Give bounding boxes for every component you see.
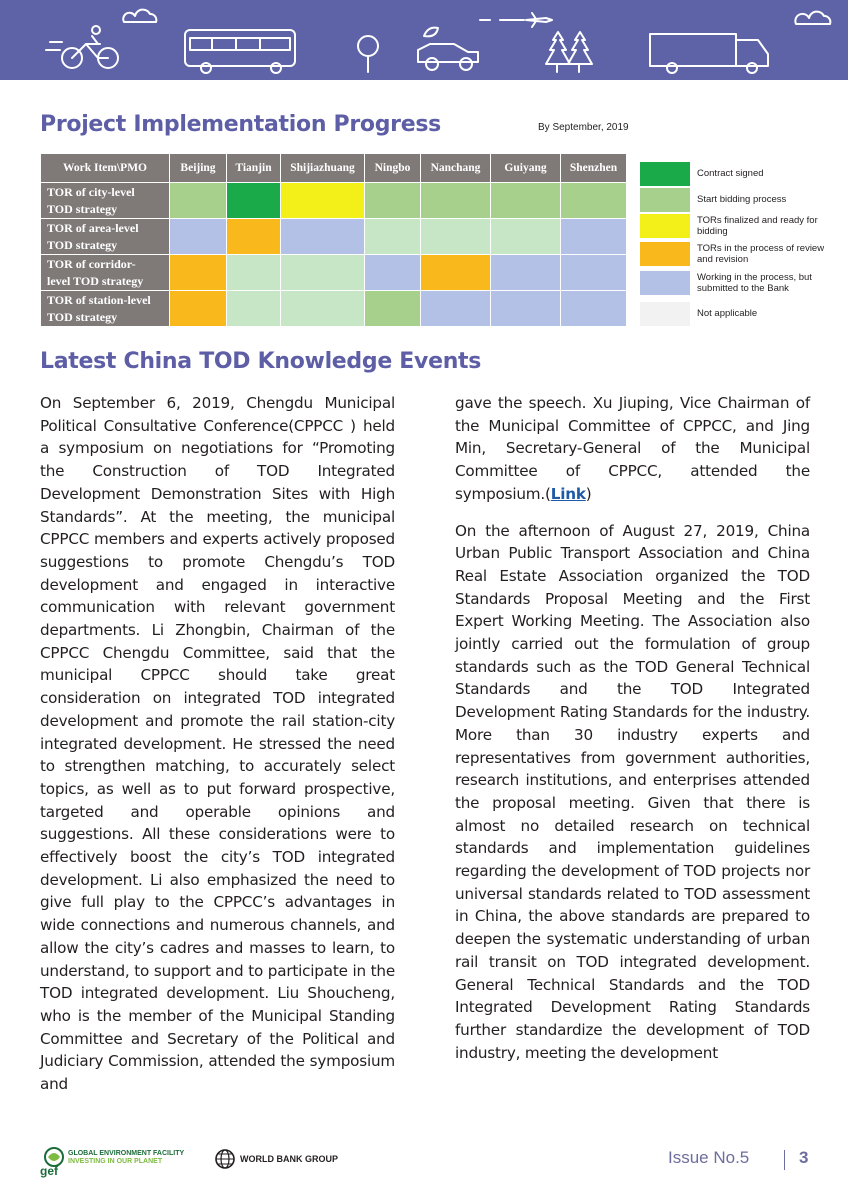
status-cell-bidding: [365, 183, 421, 219]
pine-trees-icon: [546, 32, 592, 72]
legend-swatch: [640, 242, 690, 266]
article-column-right: [455, 392, 810, 1078]
source-link[interactable]: Link: [550, 484, 586, 503]
status-cell-tors: [281, 183, 365, 219]
status-cell-bidding: [561, 183, 627, 219]
row-header: [41, 219, 170, 255]
progress-table: [40, 153, 627, 327]
status-cell-working: [491, 255, 561, 291]
bus-icon: [185, 30, 295, 73]
status-cell-light: [281, 291, 365, 327]
gef-logo-text: [68, 1150, 184, 1166]
column-header: Shijiazhuang: [281, 154, 365, 183]
status-cell-review: [421, 255, 491, 291]
legend-item-na: [640, 302, 840, 330]
status-cell-working: [421, 291, 491, 327]
row-label: TOR of city-level: [47, 184, 135, 199]
status-cell-working: [281, 219, 365, 255]
status-cell-light: [491, 219, 561, 255]
column-header: Shenzhen: [561, 154, 627, 183]
status-cell-bidding: [421, 183, 491, 219]
legend-swatch: [640, 302, 690, 326]
table-row: [41, 291, 627, 327]
article-paragraph: On September 6, 2019, Chengdu Municipal Political Consultative Conference(CPPCC ) held a symposium on negotiations for “Promoting the Construction of TOD Integrated Development Demonstration Sites with High Standards”. At the meeting, the municipal CPPCC members and experts actively proposed suggestions to promote Chengdu’s TOD development and engaged in interactive communication with relevant government departments. Li Zhongbin, Chairman of the CPPCC Chengdu Committee, said that the municipal CPPCC should take great consideration on integrated TOD integrated development and promote the rail station-city integrated development. He stressed the need to strengthen matching, to accurately select topics, as well as to put forward prospective, targeted and operable opinions and suggestions. All these considerations were to effectively boost the city’s TOD integrated development. Li also emphasized the need to give full play to the CPPCC’s advantages in wide connections and numerous channels, and allow the city’s cadres and masses to learn, to understand, to support and to participate in the TOD integrated development. Liu Shoucheng, who is the member of the Municipal Standing Committee and Secretary of the Political and Judiciary Commission, attended the symposium and: [40, 394, 395, 1094]
row-label: TOR of station-level: [47, 292, 151, 307]
transport-icons-illustration: [0, 0, 848, 80]
issue-number: Issue No.5: [668, 1148, 750, 1167]
bicycle-icon: [46, 26, 118, 68]
world-bank-globe-icon: [214, 1148, 236, 1170]
row-label: TOD strategy: [47, 309, 118, 324]
legend-item-review: [640, 242, 840, 270]
status-cell-working: [491, 291, 561, 327]
legend-item-signed: [640, 162, 840, 190]
row-header: [41, 255, 170, 291]
article-column-left: [40, 392, 395, 1110]
legend-item-bidding: [640, 188, 840, 216]
status-cell-working: [365, 255, 421, 291]
table-row: [41, 255, 627, 291]
legend-swatch: [640, 214, 690, 238]
column-header: Ningbo: [365, 154, 421, 183]
legend-label: Contract signed: [697, 168, 764, 179]
legend-swatch: [640, 162, 690, 186]
column-header: Work Item\PMO: [41, 154, 170, 183]
column-header: Tianjin: [227, 154, 281, 183]
section-title-progress: Project Implementation Progress: [40, 112, 441, 137]
legend-label: TORs in the process of review and revision: [697, 243, 825, 265]
article-text: ): [585, 484, 592, 503]
row-label: TOD strategy: [47, 201, 118, 216]
gef-name: GLOBAL ENVIRONMENT FACILITY: [68, 1150, 185, 1157]
column-header: Beijing: [170, 154, 227, 183]
status-cell-working: [561, 255, 627, 291]
row-label: TOR of area-level: [47, 220, 139, 235]
status-cell-bidding: [365, 291, 421, 327]
article-text: gave the speech. Xu Jiuping, Vice Chairman of the Municipal Committee of CPPCC, and Jing Min, Secretary-General of the Municipal Committee of CPPCC, attended the symposium.(: [455, 394, 810, 503]
legend-label: TORs finalized and ready for bidding: [697, 215, 818, 237]
column-header: Nanchang: [421, 154, 491, 183]
section-title-events: Latest China TOD Knowledge Events: [40, 349, 482, 374]
date-note: By September, 2019: [538, 122, 629, 133]
row-label: TOR of corridor-: [47, 256, 136, 271]
table-header-row: [41, 154, 627, 183]
airplane-icon: [480, 13, 552, 27]
legend-item-working: [640, 271, 840, 299]
row-label: TOD strategy: [47, 237, 118, 252]
status-cell-working: [561, 219, 627, 255]
footer-divider: [784, 1150, 785, 1170]
row-label: level TOD strategy: [47, 273, 144, 288]
cloud-icon: [123, 10, 156, 22]
legend-label: Start bidding process: [697, 194, 787, 205]
status-cell-light: [227, 255, 281, 291]
status-cell-review: [170, 291, 227, 327]
gef-mark: gef: [40, 1164, 58, 1178]
legend-item-tors: [640, 214, 840, 242]
status-cell-light: [281, 255, 365, 291]
legend-label: Not applicable: [697, 308, 758, 319]
row-header: [41, 291, 170, 327]
world-bank-logo-text: WORLD BANK GROUP: [240, 1154, 338, 1164]
header-banner: [0, 0, 848, 80]
legend-label: Working in the process, but submitted to the Bank: [697, 272, 812, 294]
status-cell-bidding: [491, 183, 561, 219]
status-cell-bidding: [170, 183, 227, 219]
article-paragraph: [455, 392, 810, 506]
page-number: 3: [799, 1148, 809, 1167]
status-cell-working: [170, 219, 227, 255]
status-cell-review: [227, 219, 281, 255]
status-cell-review: [170, 255, 227, 291]
cloud-icon: [795, 12, 830, 24]
legend-swatch: [640, 188, 690, 212]
status-cell-signed: [227, 183, 281, 219]
gef-tagline: INVESTING IN OUR PLANET: [68, 1158, 163, 1165]
table-row: [41, 219, 627, 255]
article-paragraph: On the afternoon of August 27, 2019, China Urban Public Transport Association and China Real Estate Association organized the TOD Standards Proposal Meeting and the First Expert Working Meeting. The Association also jointly carried out the formulation of group standards such as the TOD General Technical Standards and the TOD Integrated Development Rating Standards for the industry. More than 30 industry experts and representatives from government authorities, research institutions, and enterprises attended the proposal meeting. Given that there is almost no detailed research on technical standards and implementation guidelines regarding the development of TOD projects nor universal standards related to TOD assessment in China, the above standards are prepared to deepen the systematic understanding of urban rail transit on TOD integrated development. General Technical Standards and the TOD Integrated Development Rating Standards further standardize the development of TOD industry, meeting the development: [455, 521, 810, 1062]
table-row: [41, 183, 627, 219]
tree-icon: [358, 36, 378, 72]
status-cell-light: [227, 291, 281, 327]
status-cell-light: [421, 219, 491, 255]
column-header: Guiyang: [491, 154, 561, 183]
legend-swatch: [640, 271, 690, 295]
car-icon: [418, 28, 478, 70]
row-header: [41, 183, 170, 219]
truck-icon: [650, 34, 768, 73]
status-cell-working: [561, 291, 627, 327]
status-cell-light: [365, 219, 421, 255]
